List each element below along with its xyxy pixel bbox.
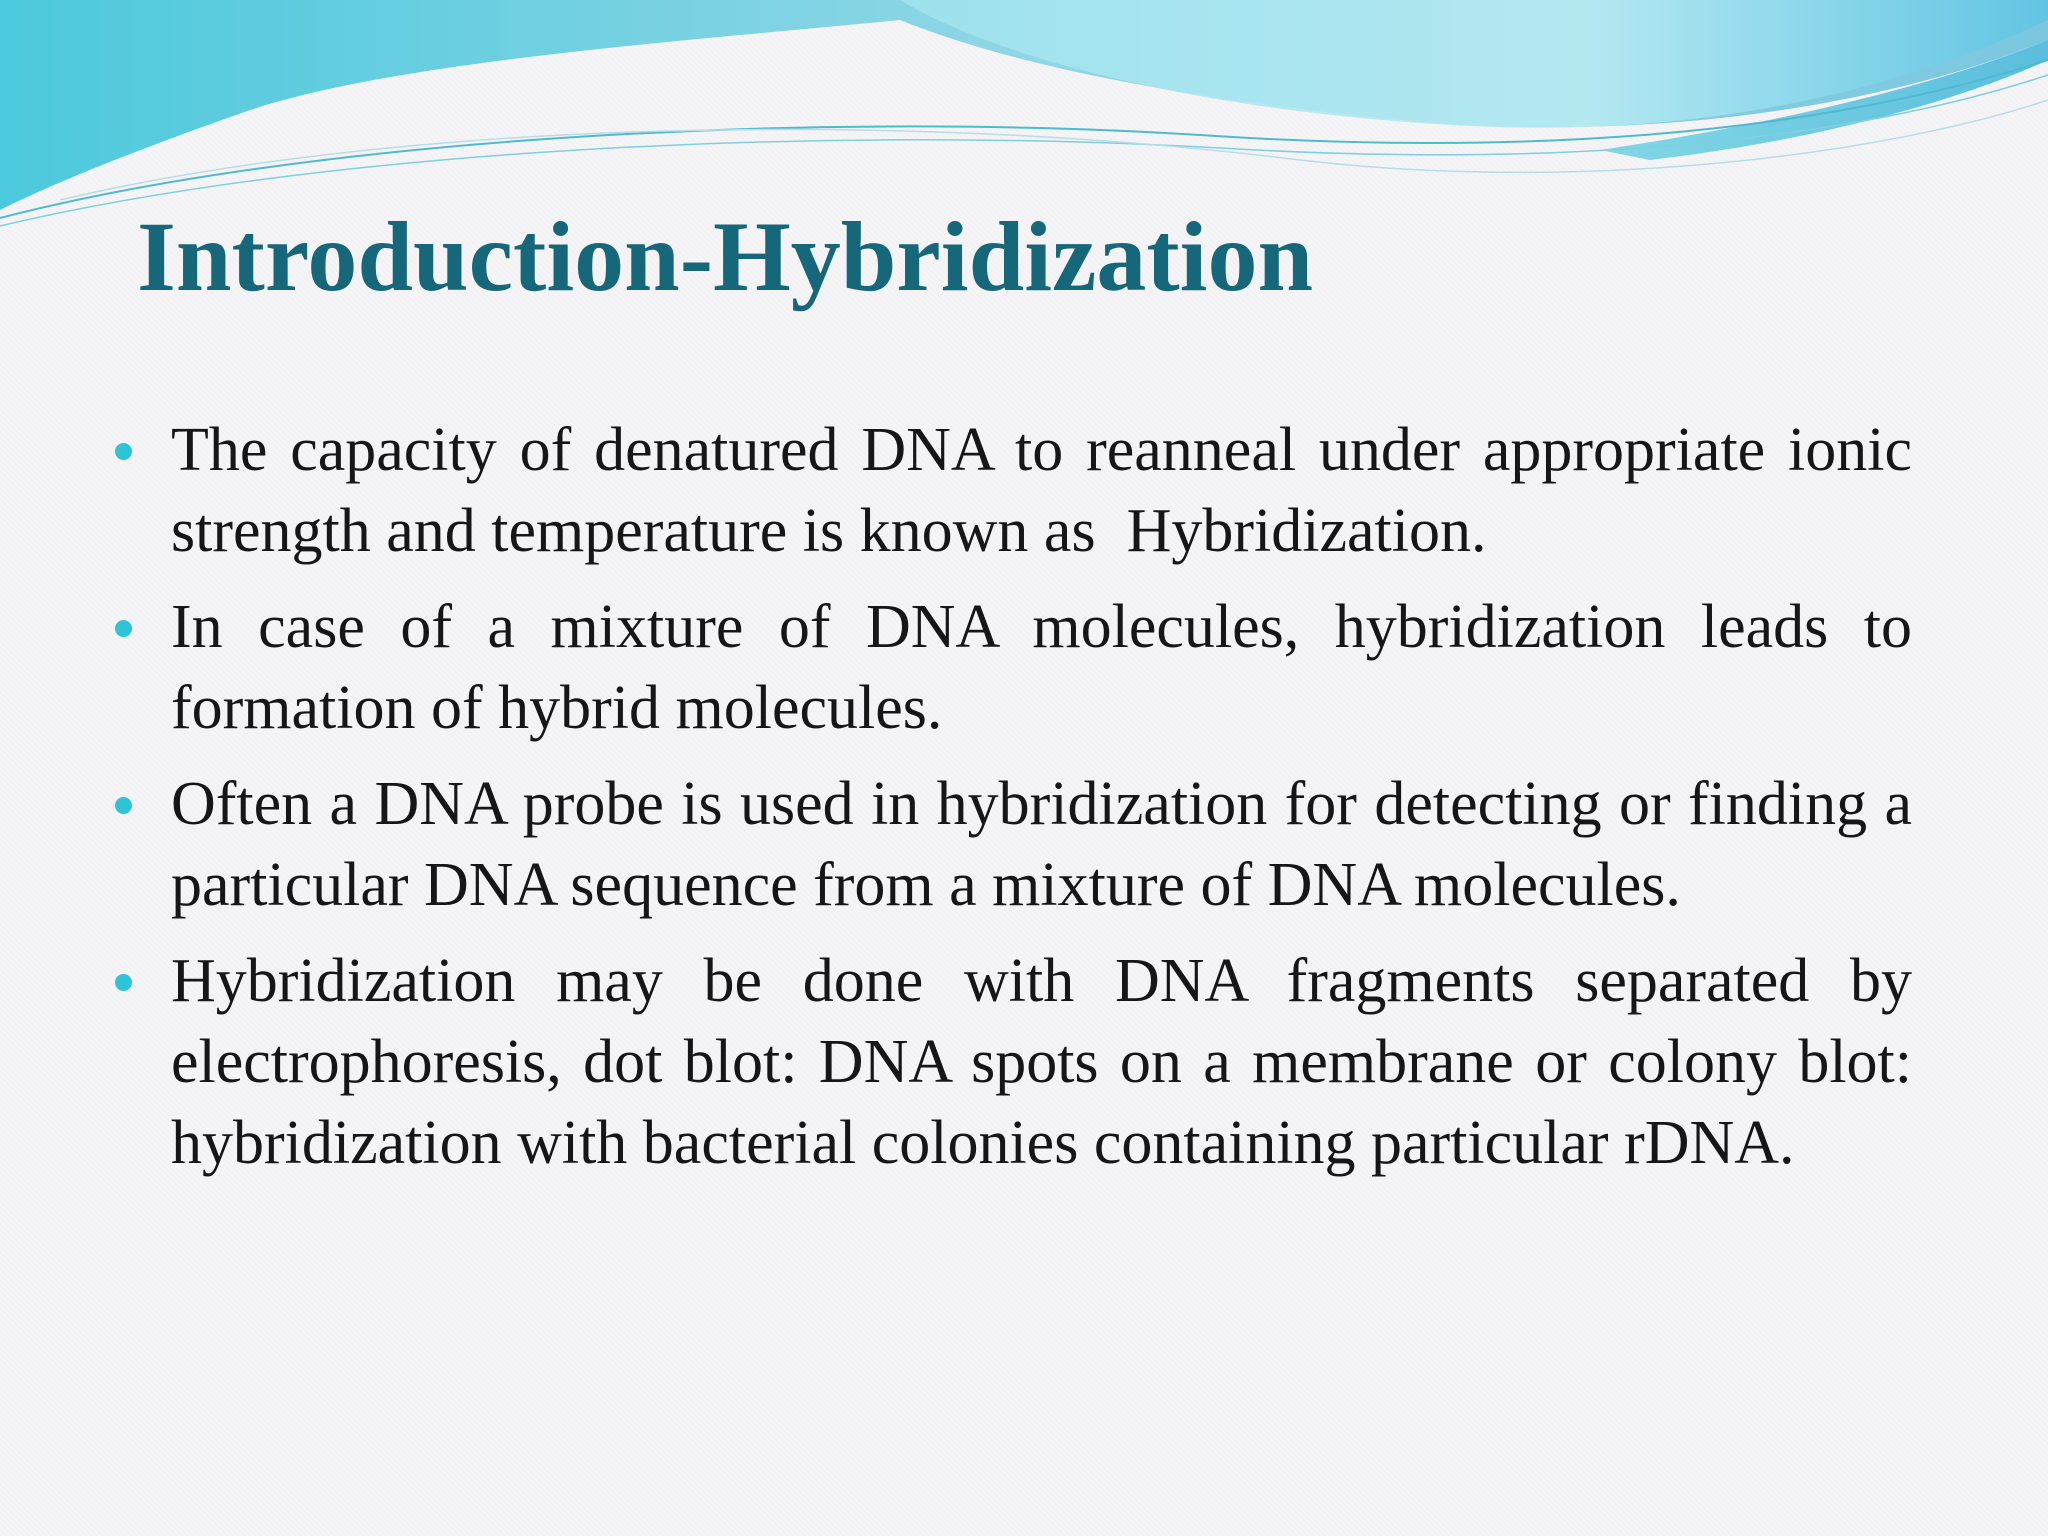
bullet-circle-icon [115,797,132,814]
bullet-text: Often a DNA probe is used in hybridization for detecting or finding a particular DNA sequence from a mixture of DNA molecules. [171,770,1928,919]
slide-title: Introduction-Hybridization [137,201,1314,312]
bullet-text: Hybridization may be done with DNA fragments separated by electrophoresis, dot blot: DNA spots on a membrane or colony blot: hybridization with bacterial colonies containing particular rDNA. [171,947,1928,1177]
bullet-item [112,410,1928,572]
bullet-circle-icon [115,620,132,637]
bullet-item [112,764,1928,926]
bullet-list [112,410,1928,1199]
bullet-text: In case of a mixture of DNA molecules, hybridization leads to formation of hybrid molecules. [171,593,1928,742]
bullet-circle-icon [115,974,132,991]
wave-line-3 [60,100,2048,200]
bullet-circle-icon [115,443,132,460]
bullet-text: The capacity of denatured DNA to reanneal under appropriate ionic strength and temperature is known as Hybridization. [171,416,1928,565]
bullet-item [112,941,1928,1184]
bullet-item [112,587,1928,749]
